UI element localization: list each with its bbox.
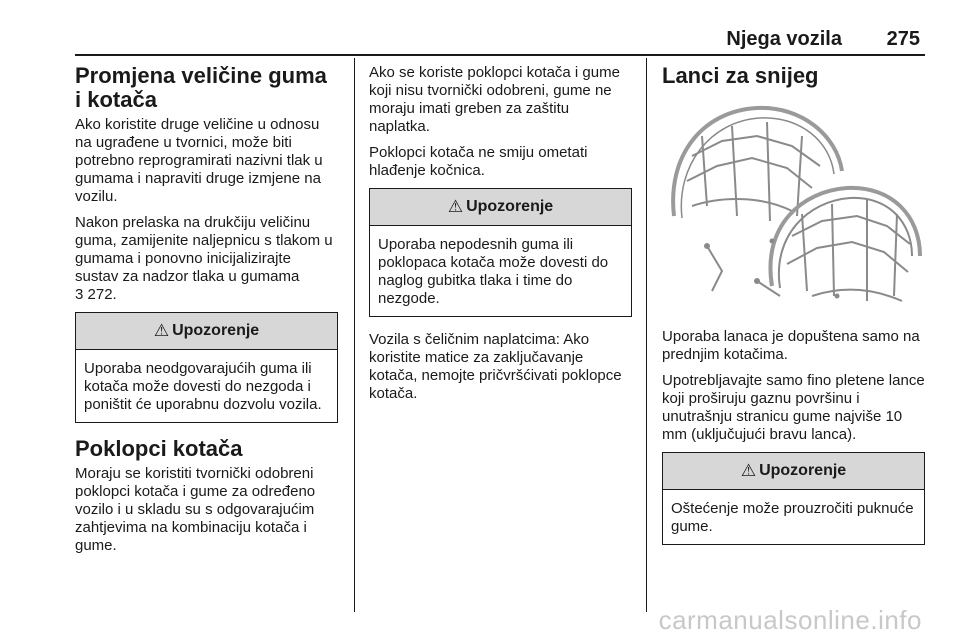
- warning-title: Upozorenje: [172, 322, 260, 339]
- paragraph-text: Nakon prelaska na drukčiju veličinu guma, zamijenite naljepnicu s tlakom u gumama i ponovno inicijalizirajte sustav za nadzor tlaka u gumama: [75, 214, 333, 285]
- warning-triangle-icon: ⚠: [740, 461, 757, 480]
- page-number: 275: [886, 28, 920, 50]
- column-divider-1: [354, 58, 355, 612]
- heading-wheel-covers: Poklopci kotača: [75, 436, 243, 461]
- warning-header: [76, 313, 337, 350]
- warning-title: Upozorenje: [466, 198, 554, 215]
- warning-body: Oštećenje može prouzročiti puknuće gume.: [671, 500, 914, 535]
- heading-snow-chains: Lanci za snijeg: [662, 63, 819, 88]
- warning-triangle-icon: ⚠: [153, 321, 170, 340]
- column-3: [662, 64, 925, 555]
- column-divider-2: [646, 58, 647, 612]
- warning-title: Upozorenje: [759, 462, 847, 479]
- paragraph: Ako se koriste poklopci kotača i gume koji nisu tvornički odobreni, gume ne moraju imati greben za zaštitu naplatka.: [369, 64, 620, 135]
- warning-header: [663, 453, 924, 490]
- header-rule: [75, 54, 925, 56]
- warning-triangle-icon: ⚠: [447, 197, 464, 216]
- paragraph: Vozila s čeličnim naplatcima: Ako koristite matice za zaključavanje kotača, nemojte pričvršćivati poklopce kotača.: [369, 331, 622, 402]
- paragraph: Moraju se koristiti tvornički odobreni poklopci kotača i gume za određeno vozilo i u skladu su s odgovarajućim zahtjevima na kombinaciju kotača i gume.: [75, 465, 316, 554]
- column-1: [75, 64, 338, 563]
- paragraph: Ako koristite druge veličine u odnosu na ugrađene u tvornici, može biti potrebno reprogramirati nazivni tlak u gumama i napraviti druge izmjene na vozilu.: [75, 116, 323, 205]
- watermark: carmanualsonline.info: [658, 605, 922, 635]
- warning-body: Uporaba nepodesnih guma ili poklopaca kotača može dovesti do naglog gubitka tlaka i time do nezgode.: [378, 236, 609, 307]
- paragraph: Poklopci kotača ne smiju ometati hlađenje kočnica.: [369, 144, 588, 179]
- warning-header: [370, 189, 631, 226]
- paragraph: [75, 214, 338, 304]
- column-2: [369, 64, 632, 411]
- page-reference-link[interactable]: 3 272.: [75, 286, 117, 303]
- section-title: Njega vozila: [726, 28, 842, 50]
- warning-box: [75, 312, 338, 423]
- warning-box: [369, 188, 632, 317]
- snow-chains-illustration: [662, 96, 925, 314]
- warning-body: Uporaba neodgovarajućih guma ili kotača može dovesti do nezgoda i poništit će uporabnu dozvolu vozila.: [84, 360, 322, 413]
- warning-box: [662, 452, 925, 545]
- heading-tire-size: Promjena veličine guma i kotača: [75, 63, 327, 112]
- page-header: [0, 28, 960, 52]
- paragraph: Uporaba lanaca je dopuštena samo na prednjim kotačima.: [662, 328, 920, 363]
- paragraph: Upotrebljavajte samo fino pletene lance koji proširuju gaznu površinu i unutrašnju stranicu gume najviše 10 mm (uključujući bravu lanca).: [662, 372, 925, 443]
